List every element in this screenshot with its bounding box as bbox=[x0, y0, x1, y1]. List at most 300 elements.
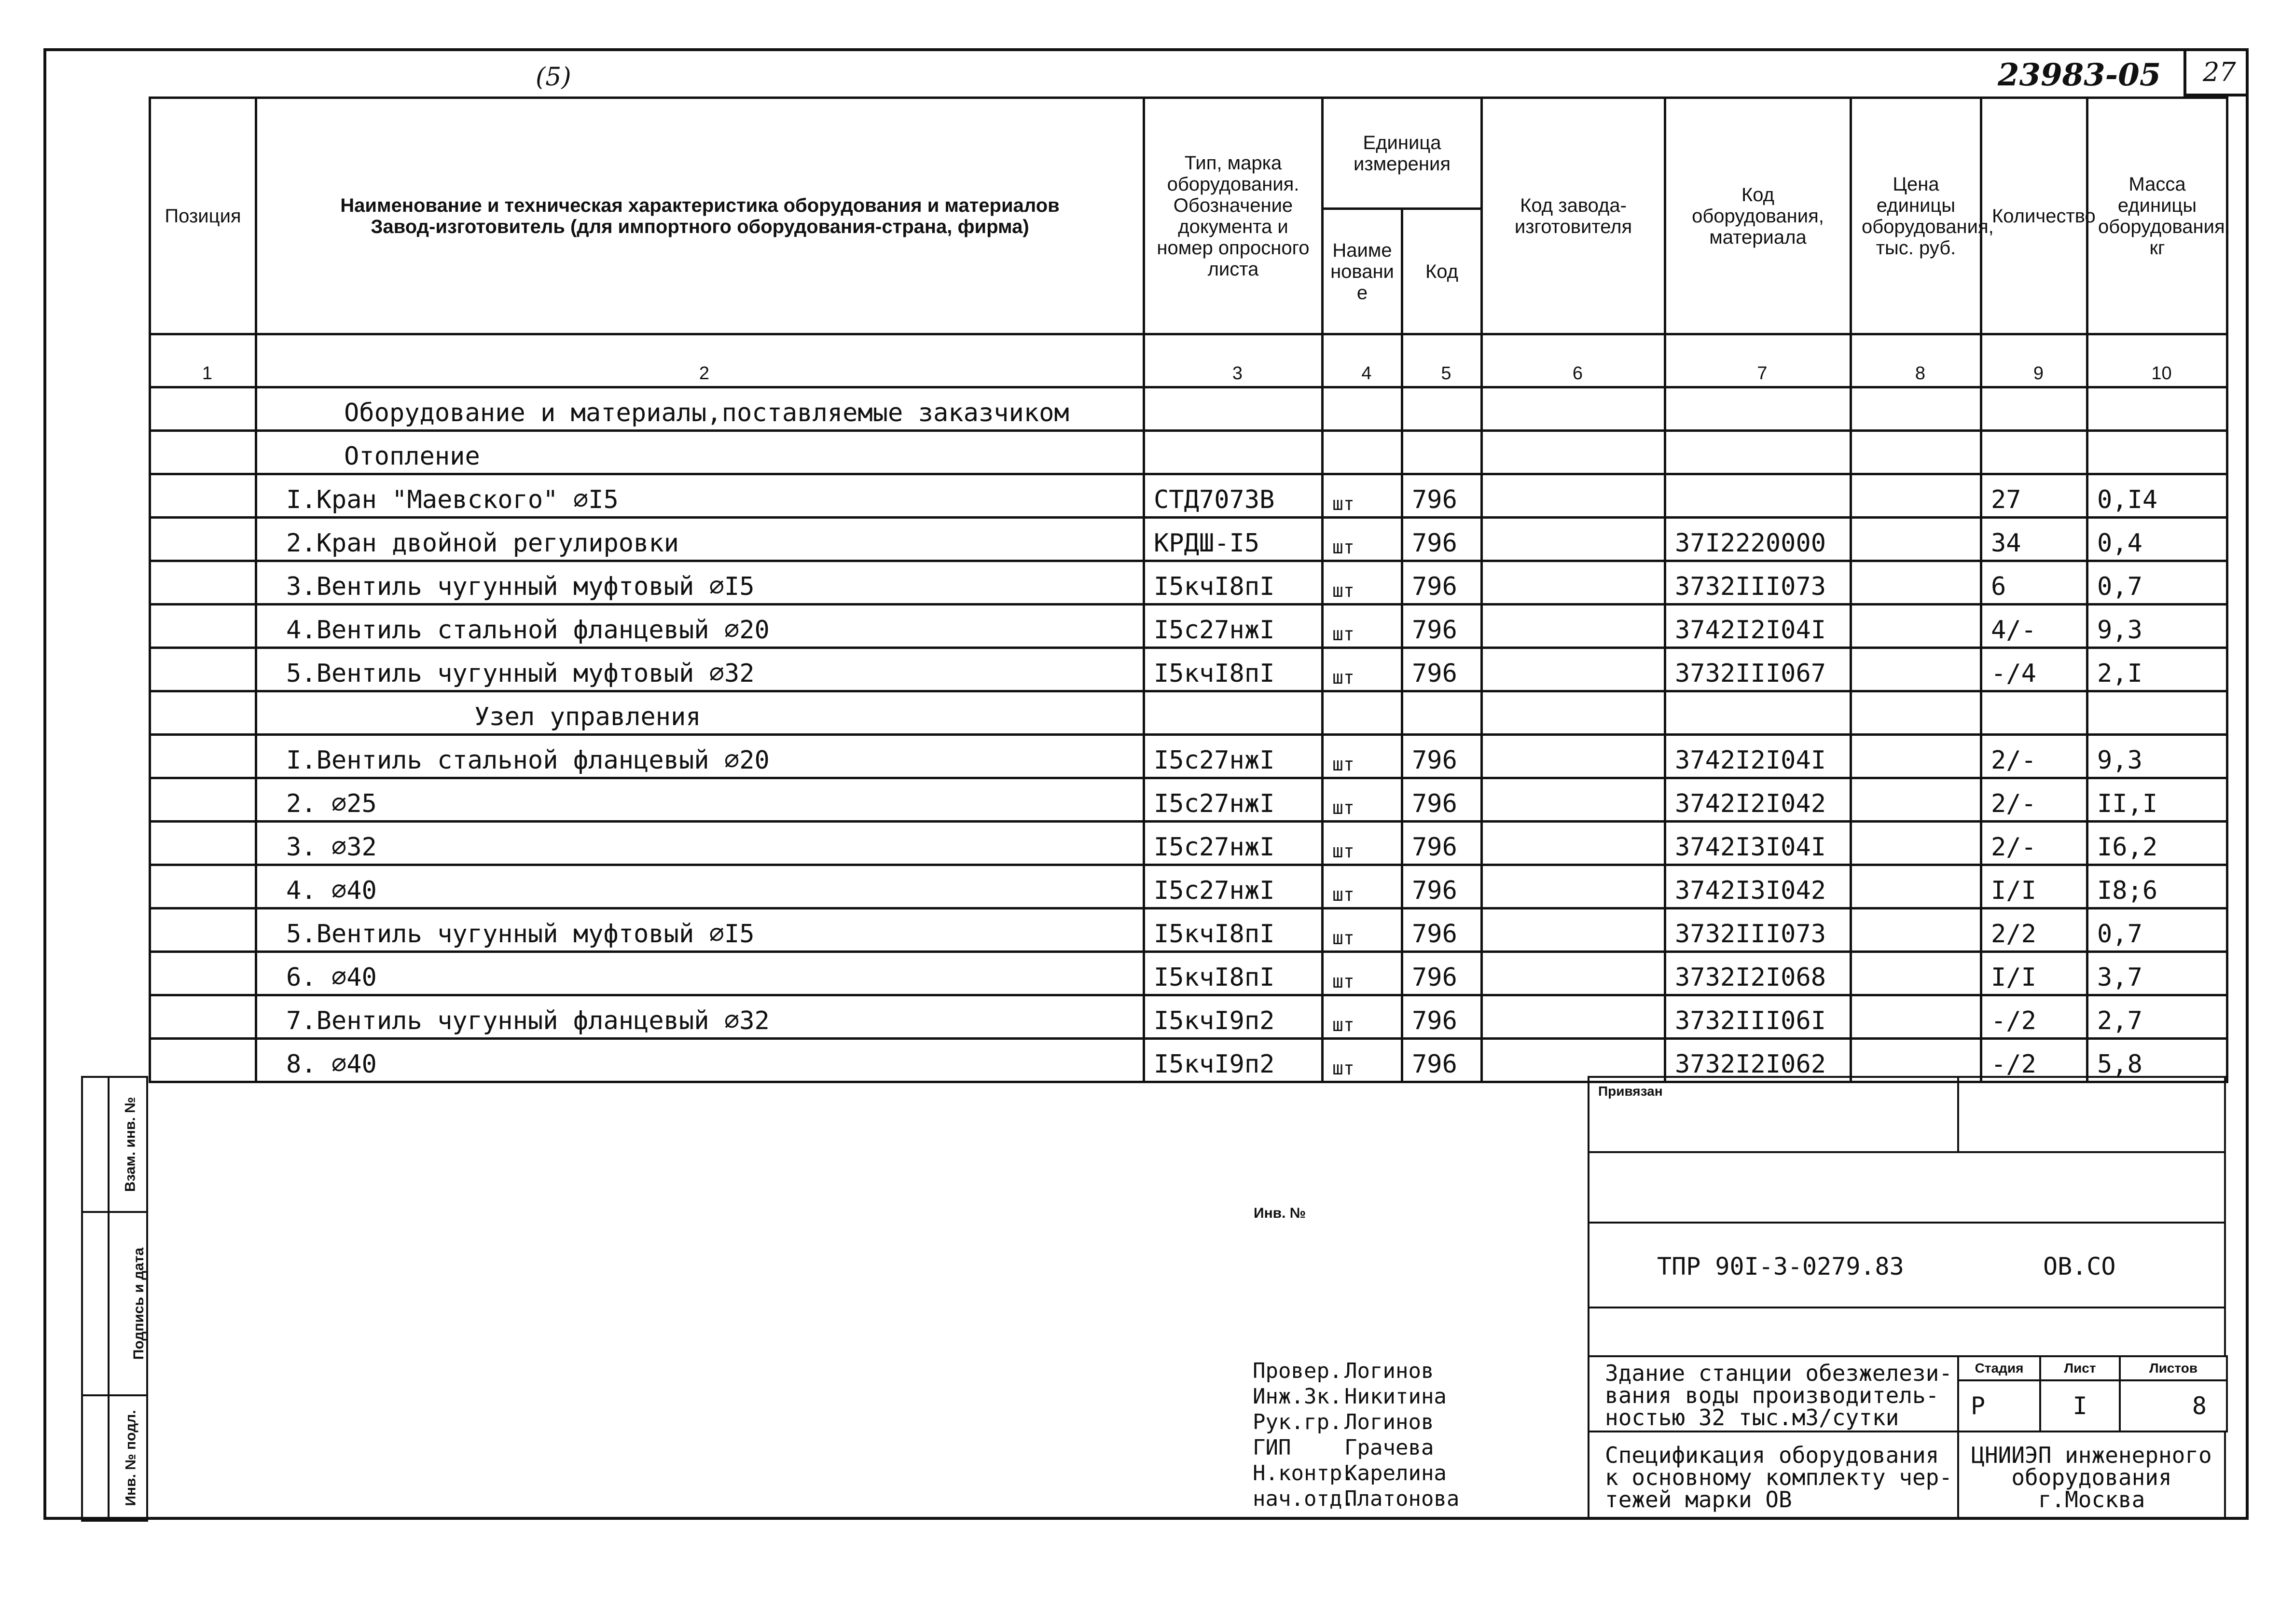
row-price bbox=[1851, 822, 1981, 865]
sheet-label: Лист bbox=[2040, 1356, 2120, 1380]
title-grid-cell bbox=[1341, 1095, 1465, 1115]
title-grid-cell bbox=[1250, 1300, 1341, 1322]
row-name: 5.Вентиль чугунный муфтовый ∅I5 bbox=[256, 908, 1144, 952]
title-grid-cell bbox=[1465, 1361, 1542, 1380]
row-position bbox=[150, 822, 256, 865]
row-quantity bbox=[1981, 387, 2087, 431]
row-position bbox=[150, 474, 256, 518]
table-row bbox=[150, 691, 2227, 735]
title-grid-cell bbox=[1465, 1076, 1542, 1095]
building-line1: Здание станции обезжелези- bbox=[1605, 1360, 1953, 1386]
row-price bbox=[1851, 648, 1981, 691]
row-price bbox=[1851, 387, 1981, 431]
row-price bbox=[1851, 1039, 1981, 1082]
row-type: I5кчI8пI bbox=[1144, 908, 1323, 952]
row-mass: 2,I bbox=[2087, 648, 2227, 691]
row-equipment-code: 3742I3I04I bbox=[1665, 822, 1851, 865]
row-unit-code: 796 bbox=[1402, 1039, 1482, 1082]
org-line3: г.Москва bbox=[2038, 1486, 2145, 1513]
title-grid-cell bbox=[1250, 1172, 1341, 1192]
row-quantity: I/I bbox=[1981, 952, 2087, 995]
table-row bbox=[150, 778, 2227, 822]
row-type: I5кчI9п2 bbox=[1144, 995, 1323, 1039]
row-factory-code bbox=[1482, 561, 1665, 605]
title-grid-cell bbox=[1542, 1322, 1588, 1341]
title-grid-cell bbox=[1250, 1235, 1341, 1257]
row-position bbox=[150, 908, 256, 952]
row-unit: шт bbox=[1323, 995, 1402, 1039]
sheets-label: Листов bbox=[2120, 1356, 2227, 1380]
row-mass: I6,2 bbox=[2087, 822, 2227, 865]
staff-row bbox=[1253, 1384, 1459, 1409]
row-equipment-code: 3742I2I04I bbox=[1665, 735, 1851, 778]
row-type: I5кчI8пI bbox=[1144, 561, 1323, 605]
blank-box bbox=[1588, 1151, 2226, 1224]
row-name: I.Вентиль стальной фланцевый ∅20 bbox=[256, 735, 1144, 778]
title-grid-cell bbox=[1465, 1322, 1542, 1341]
row-position bbox=[150, 735, 256, 778]
row-type: I5с27нжI bbox=[1144, 605, 1323, 648]
project-code: ТПР 90I-3-0279.83 bbox=[1657, 1252, 1904, 1280]
row-position bbox=[150, 691, 256, 735]
title-grid-cell bbox=[1542, 1380, 1588, 1399]
title-grid-row bbox=[1250, 1115, 1588, 1134]
row-unit-code: 796 bbox=[1402, 778, 1482, 822]
row-price bbox=[1851, 518, 1981, 561]
column-number: 5 bbox=[1402, 334, 1482, 387]
staff-row bbox=[1253, 1409, 1459, 1435]
staff-row bbox=[1253, 1486, 1459, 1512]
row-unit: шт bbox=[1323, 1039, 1402, 1082]
title-grid-cell bbox=[1341, 1213, 1465, 1235]
title-grid-cell bbox=[1465, 1257, 1542, 1279]
row-price bbox=[1851, 778, 1981, 822]
row-unit: шт bbox=[1323, 865, 1402, 908]
row-equipment-code bbox=[1665, 691, 1851, 735]
row-mass: I8;6 bbox=[2087, 865, 2227, 908]
row-quantity: 34 bbox=[1981, 518, 2087, 561]
sheet-number: 27 bbox=[2203, 57, 2236, 87]
row-unit-code: 796 bbox=[1402, 518, 1482, 561]
table-row bbox=[150, 865, 2227, 908]
title-grid-cell bbox=[1341, 1153, 1465, 1172]
title-grid-row bbox=[1250, 1095, 1588, 1115]
row-quantity: 4/- bbox=[1981, 605, 2087, 648]
row-mass: 9,3 bbox=[2087, 735, 2227, 778]
header-type: Тип, марка оборудования. Обозначение документа и номер опросного листа bbox=[1144, 98, 1323, 334]
title-grid-cell bbox=[1341, 1115, 1465, 1134]
row-type bbox=[1144, 431, 1323, 474]
row-unit-code: 796 bbox=[1402, 865, 1482, 908]
row-factory-code bbox=[1482, 822, 1665, 865]
title-grid-cell bbox=[1250, 1279, 1341, 1300]
row-type: СТД7073В bbox=[1144, 474, 1323, 518]
row-mass: 5,8 bbox=[2087, 1039, 2227, 1082]
side-inv-podl: Инв. № подл. bbox=[123, 1410, 139, 1506]
row-quantity: 2/- bbox=[1981, 778, 2087, 822]
row-mass: 0,7 bbox=[2087, 908, 2227, 952]
row-factory-code bbox=[1482, 952, 1665, 995]
staff-name: Карелина bbox=[1344, 1461, 1447, 1486]
row-mass: 0,4 bbox=[2087, 518, 2227, 561]
title-grid-row bbox=[1250, 1279, 1588, 1300]
title-grid-cell bbox=[1465, 1300, 1542, 1322]
row-type: I5кчI9п2 bbox=[1144, 1039, 1323, 1082]
title-grid-cell bbox=[1542, 1300, 1588, 1322]
title-grid-cell bbox=[1250, 1095, 1341, 1115]
row-unit: шт bbox=[1323, 648, 1402, 691]
stage-table bbox=[1957, 1355, 2228, 1432]
doc-title-line3: тежей марки ОВ bbox=[1605, 1486, 1792, 1513]
title-grid-cell bbox=[1542, 1464, 1588, 1486]
doc-title-line2: к основному комплекту чер- bbox=[1605, 1464, 1953, 1490]
staff-role: Н.контр. bbox=[1253, 1461, 1355, 1486]
row-unit bbox=[1323, 387, 1402, 431]
org-line1: ЦНИИЭП инженерного bbox=[1971, 1442, 2212, 1468]
header-unit-code: Код bbox=[1402, 209, 1482, 334]
title-grid-cell bbox=[1465, 1172, 1542, 1192]
building-line3: ностью 32 тыс.м3/сутки bbox=[1605, 1404, 1899, 1431]
title-grid-cell bbox=[1341, 1279, 1465, 1300]
row-name: 2.Кран двойной регулировки bbox=[256, 518, 1144, 561]
row-quantity: -/4 bbox=[1981, 648, 2087, 691]
title-grid-cell bbox=[1465, 1134, 1542, 1153]
title-grid-cell bbox=[1341, 1257, 1465, 1279]
row-factory-code bbox=[1482, 1039, 1665, 1082]
title-grid-cell bbox=[1465, 1279, 1542, 1300]
row-factory-code bbox=[1482, 474, 1665, 518]
row-price bbox=[1851, 561, 1981, 605]
doc-number: 23983-05 bbox=[1998, 57, 2161, 93]
header-name-line1: Наименование и техническая характеристика оборудования и материалов bbox=[340, 194, 1060, 216]
title-grid-cell bbox=[1465, 1421, 1542, 1443]
row-quantity: -/2 bbox=[1981, 995, 2087, 1039]
building-line2: вания воды производитель- bbox=[1605, 1382, 1939, 1408]
title-grid-cell bbox=[1465, 1380, 1542, 1399]
column-number: 7 bbox=[1665, 334, 1851, 387]
title-grid-row bbox=[1250, 1235, 1588, 1257]
title-grid-row bbox=[1250, 1172, 1588, 1192]
row-position bbox=[150, 865, 256, 908]
row-unit-code: 796 bbox=[1402, 822, 1482, 865]
title-grid-cell bbox=[1465, 1213, 1542, 1235]
row-type: КРДШ-I5 bbox=[1144, 518, 1323, 561]
row-price bbox=[1851, 474, 1981, 518]
row-position bbox=[150, 1039, 256, 1082]
corner-ref: (5) bbox=[536, 63, 571, 92]
row-equipment-code bbox=[1665, 474, 1851, 518]
row-price bbox=[1851, 865, 1981, 908]
row-factory-code bbox=[1482, 691, 1665, 735]
table-row bbox=[150, 474, 2227, 518]
row-unit: шт bbox=[1323, 735, 1402, 778]
privyazan-label: Привязан bbox=[1598, 1084, 1663, 1099]
table-row bbox=[150, 605, 2227, 648]
row-name: 7.Вентиль чугунный фланцевый ∅32 bbox=[256, 995, 1144, 1039]
row-factory-code bbox=[1482, 908, 1665, 952]
staff-name: Логинов bbox=[1344, 1359, 1434, 1383]
title-grid-cell bbox=[1341, 1235, 1465, 1257]
privyazan-box bbox=[1588, 1076, 1959, 1153]
title-grid-cell bbox=[1341, 1341, 1465, 1361]
building-box bbox=[1588, 1355, 1959, 1432]
row-quantity bbox=[1981, 431, 2087, 474]
row-position bbox=[150, 778, 256, 822]
row-equipment-code: 3732III073 bbox=[1665, 561, 1851, 605]
title-grid-cell bbox=[1250, 1076, 1341, 1095]
row-price bbox=[1851, 995, 1981, 1039]
title-grid-cell bbox=[1465, 1153, 1542, 1172]
staff-name: Грачева bbox=[1344, 1435, 1434, 1460]
row-unit-code: 796 bbox=[1402, 605, 1482, 648]
row-unit-code: 796 bbox=[1402, 735, 1482, 778]
row-factory-code bbox=[1482, 865, 1665, 908]
title-grid-cell bbox=[1542, 1235, 1588, 1257]
table-row bbox=[150, 431, 2227, 474]
title-grid-cell bbox=[1542, 1153, 1588, 1172]
side-stamp bbox=[81, 1076, 148, 1522]
header-unit-name: Наименование bbox=[1323, 209, 1402, 334]
title-grid-row bbox=[1250, 1341, 1588, 1361]
row-type bbox=[1144, 387, 1323, 431]
row-unit: шт bbox=[1323, 822, 1402, 865]
row-position bbox=[150, 518, 256, 561]
row-name: 2. ∅25 bbox=[256, 778, 1144, 822]
title-grid-cell bbox=[1465, 1235, 1542, 1257]
stage-value: Р bbox=[1958, 1380, 2040, 1431]
row-type: I5кчI8пI bbox=[1144, 648, 1323, 691]
row-unit: шт bbox=[1323, 908, 1402, 952]
row-unit-code bbox=[1402, 387, 1482, 431]
row-name: 5.Вентиль чугунный муфтовый ∅32 bbox=[256, 648, 1144, 691]
row-unit-code: 796 bbox=[1402, 474, 1482, 518]
column-number: 4 bbox=[1323, 334, 1402, 387]
row-quantity: 2/2 bbox=[1981, 908, 2087, 952]
row-mass: 3,7 bbox=[2087, 952, 2227, 995]
title-grid-cell bbox=[1465, 1508, 1542, 1529]
row-position bbox=[150, 561, 256, 605]
row-quantity: 27 bbox=[1981, 474, 2087, 518]
row-price bbox=[1851, 735, 1981, 778]
column-number: 3 bbox=[1144, 334, 1323, 387]
row-quantity bbox=[1981, 691, 2087, 735]
staff-name: Никитина bbox=[1344, 1384, 1447, 1409]
staff-role: нач.отд. bbox=[1253, 1486, 1355, 1511]
row-name: 3. ∅32 bbox=[256, 822, 1144, 865]
row-quantity: -/2 bbox=[1981, 1039, 2087, 1082]
staff-name: Платонова bbox=[1344, 1486, 1460, 1511]
row-unit bbox=[1323, 691, 1402, 735]
row-unit-code: 796 bbox=[1402, 995, 1482, 1039]
header-unit-group: Единица измерения bbox=[1323, 98, 1482, 209]
title-grid-cell bbox=[1250, 1115, 1341, 1134]
title-grid-cell bbox=[1341, 1134, 1465, 1153]
title-grid-cell bbox=[1465, 1341, 1542, 1361]
table-row bbox=[150, 518, 2227, 561]
table-row bbox=[150, 952, 2227, 995]
doc-mark: ОВ.СО bbox=[2043, 1252, 2116, 1280]
title-grid-row bbox=[1250, 1300, 1588, 1322]
row-mass: II,I bbox=[2087, 778, 2227, 822]
row-factory-code bbox=[1482, 518, 1665, 561]
row-position bbox=[150, 605, 256, 648]
sheet-value: I bbox=[2040, 1380, 2120, 1431]
row-factory-code bbox=[1482, 778, 1665, 822]
title-grid-cell bbox=[1250, 1341, 1341, 1361]
title-grid-cell bbox=[1341, 1300, 1465, 1322]
row-type: I5с27нжI bbox=[1144, 778, 1323, 822]
row-unit-code bbox=[1402, 431, 1482, 474]
row-equipment-code: 37I2220000 bbox=[1665, 518, 1851, 561]
column-number: 9 bbox=[1981, 334, 2087, 387]
side-podpis: Подпись и дата bbox=[131, 1247, 147, 1360]
row-mass: 9,3 bbox=[2087, 605, 2227, 648]
row-equipment-code: 3742I2I04I bbox=[1665, 605, 1851, 648]
table-row bbox=[150, 1039, 2227, 1082]
title-grid-cell bbox=[1542, 1486, 1588, 1508]
staff-role: Провер. bbox=[1253, 1359, 1342, 1383]
row-equipment-code: 3732III073 bbox=[1665, 908, 1851, 952]
header-name bbox=[256, 98, 1144, 334]
row-unit: шт bbox=[1323, 518, 1402, 561]
row-name: I.Кран "Маевского" ∅I5 bbox=[256, 474, 1144, 518]
header-quantity: Количество bbox=[1981, 98, 2087, 334]
row-type: I5кчI8пI bbox=[1144, 952, 1323, 995]
row-equipment-code: 3742I2I042 bbox=[1665, 778, 1851, 822]
header-position: Позиция bbox=[150, 98, 256, 334]
row-mass: 0,I4 bbox=[2087, 474, 2227, 518]
title-grid-cell bbox=[1542, 1192, 1588, 1213]
title-grid-cell bbox=[1341, 1172, 1465, 1192]
row-type: I5с27нжI bbox=[1144, 735, 1323, 778]
header-equipment-code: Код оборудования, материала bbox=[1665, 98, 1851, 334]
column-number: 1 bbox=[150, 334, 256, 387]
title-grid-cell bbox=[1250, 1134, 1341, 1153]
row-name: 3.Вентиль чугунный муфтовый ∅I5 bbox=[256, 561, 1144, 605]
row-quantity: 2/- bbox=[1981, 735, 2087, 778]
row-name: 8. ∅40 bbox=[256, 1039, 1144, 1082]
title-grid-cell bbox=[1542, 1361, 1588, 1380]
row-price bbox=[1851, 952, 1981, 995]
row-position bbox=[150, 995, 256, 1039]
row-position bbox=[150, 387, 256, 431]
header-price: Цена единицы оборудования, тыс. руб. bbox=[1851, 98, 1981, 334]
title-grid-cell bbox=[1465, 1399, 1542, 1421]
code-box bbox=[1588, 1222, 2226, 1308]
row-unit-code bbox=[1402, 691, 1482, 735]
title-grid-row bbox=[1250, 1257, 1588, 1279]
title-grid-cell bbox=[1465, 1095, 1542, 1115]
row-equipment-code: 3732III067 bbox=[1665, 648, 1851, 691]
title-grid-cell bbox=[1542, 1095, 1588, 1115]
staff-row bbox=[1253, 1358, 1459, 1384]
row-name: 4. ∅40 bbox=[256, 865, 1144, 908]
inv-no-label: Инв. № bbox=[1254, 1205, 1306, 1221]
row-factory-code bbox=[1482, 605, 1665, 648]
title-grid-cell bbox=[1542, 1134, 1588, 1153]
title-grid-cell bbox=[1250, 1257, 1341, 1279]
row-factory-code bbox=[1482, 735, 1665, 778]
title-grid-cell bbox=[1542, 1399, 1588, 1421]
staff-role: Инж.Зк. bbox=[1253, 1384, 1342, 1409]
row-equipment-code bbox=[1665, 387, 1851, 431]
title-grid-cell bbox=[1341, 1322, 1465, 1341]
doc-title-box bbox=[1588, 1431, 1959, 1520]
row-factory-code bbox=[1482, 387, 1665, 431]
specification-table bbox=[149, 96, 2228, 1083]
staff-role: Рук.гр. bbox=[1253, 1410, 1342, 1434]
row-equipment-code: 3732I2I068 bbox=[1665, 952, 1851, 995]
column-numbers-row bbox=[150, 334, 2227, 387]
doc-title-line1: Спецификация оборудования bbox=[1605, 1442, 1939, 1468]
row-unit: шт bbox=[1323, 952, 1402, 995]
column-number: 8 bbox=[1851, 334, 1981, 387]
title-grid-cell bbox=[1542, 1279, 1588, 1300]
row-name: 6. ∅40 bbox=[256, 952, 1144, 995]
row-unit bbox=[1323, 431, 1402, 474]
row-unit: шт bbox=[1323, 561, 1402, 605]
title-grid-cell bbox=[1542, 1421, 1588, 1443]
row-name: Отопление bbox=[256, 431, 1144, 474]
table-row bbox=[150, 908, 2227, 952]
row-unit: шт bbox=[1323, 778, 1402, 822]
row-unit-code: 796 bbox=[1402, 648, 1482, 691]
table-row bbox=[150, 648, 2227, 691]
row-factory-code bbox=[1482, 648, 1665, 691]
row-position bbox=[150, 431, 256, 474]
column-number: 10 bbox=[2087, 334, 2227, 387]
blank-box-2 bbox=[1588, 1307, 2226, 1357]
row-unit-code: 796 bbox=[1402, 561, 1482, 605]
sheets-value: 8 bbox=[2120, 1380, 2227, 1431]
row-equipment-code: 3732III06I bbox=[1665, 995, 1851, 1039]
row-position bbox=[150, 648, 256, 691]
column-number: 6 bbox=[1482, 334, 1665, 387]
row-price bbox=[1851, 691, 1981, 735]
row-type: I5с27нжI bbox=[1144, 822, 1323, 865]
row-mass: 0,7 bbox=[2087, 561, 2227, 605]
org-box bbox=[1957, 1431, 2226, 1520]
title-grid-row bbox=[1250, 1153, 1588, 1172]
row-equipment-code: 3742I3I042 bbox=[1665, 865, 1851, 908]
header-name-line2: Завод-изготовитель (для импортного оборудования-страна, фирма) bbox=[371, 216, 1029, 237]
row-quantity: I/I bbox=[1981, 865, 2087, 908]
table-row bbox=[150, 561, 2227, 605]
row-price bbox=[1851, 605, 1981, 648]
title-grid-row bbox=[1250, 1322, 1588, 1341]
row-price bbox=[1851, 908, 1981, 952]
org-line2: оборудования bbox=[2011, 1464, 2172, 1490]
row-unit-code: 796 bbox=[1402, 952, 1482, 995]
row-factory-code bbox=[1482, 995, 1665, 1039]
title-grid-row bbox=[1250, 1134, 1588, 1153]
row-name: Оборудование и материалы,поставляемые заказчиком bbox=[256, 387, 1144, 431]
row-equipment-code bbox=[1665, 431, 1851, 474]
table-row bbox=[150, 387, 2227, 431]
row-factory-code bbox=[1482, 431, 1665, 474]
header-factory-code: Код завода-изготовителя bbox=[1482, 98, 1665, 334]
row-quantity: 6 bbox=[1981, 561, 2087, 605]
table-row bbox=[150, 822, 2227, 865]
title-grid-cell bbox=[1250, 1322, 1341, 1341]
row-type: I5с27нжI bbox=[1144, 865, 1323, 908]
row-name: 4.Вентиль стальной фланцевый ∅20 bbox=[256, 605, 1144, 648]
row-mass: 2,7 bbox=[2087, 995, 2227, 1039]
header-mass: Масса единицы оборудования, кг bbox=[2087, 98, 2227, 334]
row-quantity: 2/- bbox=[1981, 822, 2087, 865]
staff-role: ГИП bbox=[1253, 1435, 1291, 1460]
staff-row bbox=[1253, 1460, 1459, 1486]
